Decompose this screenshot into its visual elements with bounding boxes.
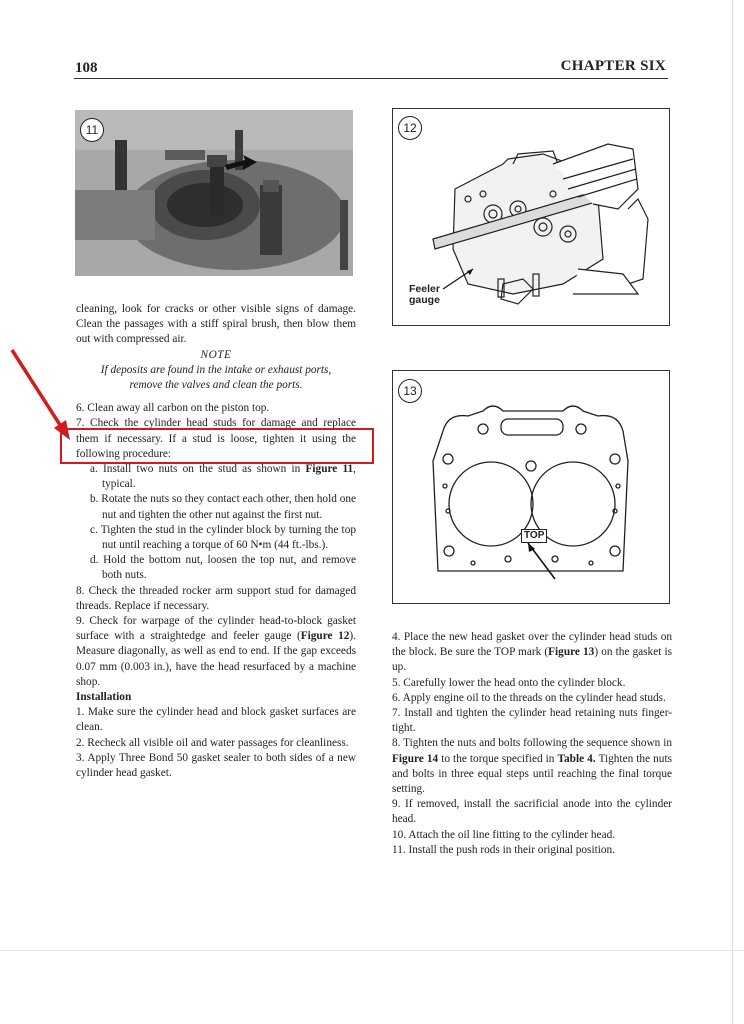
install-step-8-text-mid: to the torque specified in — [438, 752, 558, 765]
red-highlight-box — [60, 428, 374, 464]
figure-12-ref: Figure 12 — [300, 630, 350, 643]
step-7b: b. Rotate the nuts so they contact each other, then hold one nut and tighten the other nut against the first nut. — [90, 493, 356, 521]
intro-paragraph: cleaning, look for cracks or other visible signs of damage. Clean the passages with a stiff spiral brush, then blow them out with compressed air. — [76, 303, 356, 346]
install-step-1: 1. Make sure the cylinder head and block gasket surfaces are clean. — [76, 706, 356, 734]
step-7d: d. Hold the bottom nut, loosen the top nut, and remove both nuts. — [90, 554, 356, 582]
figure-13-ref: Figure 13 — [548, 646, 595, 659]
install-step-3: 3. Apply Three Bond 50 gasket sealer to both sides of a new cylinder head gasket. — [76, 751, 356, 780]
figure-13-frame — [392, 370, 670, 604]
install-step-5: 5. Carefully lower the head onto the cylinder block. — [392, 676, 626, 689]
scan-edge-line — [732, 0, 733, 1024]
install-step-7: 7. Install and tighten the cylinder head retaining nuts finger-tight. — [392, 707, 672, 735]
step-7: 7. Check the cylinder head studs for damage and replace them if necessary. If a stud is loose, tighten it using the following procedure: — [76, 417, 356, 460]
step-7a — [76, 462, 356, 492]
install-step-2: 2. Recheck all visible oil and water passages for cleanliness. — [76, 736, 349, 749]
figure-11-photo — [75, 110, 353, 276]
table-4-ref: Table 4. — [557, 752, 596, 765]
feeler-gauge-callout: Feeler gauge — [409, 283, 440, 306]
page-number: 108 — [75, 60, 98, 76]
figure-11-ref: Figure 11 — [305, 463, 354, 476]
step-8: 8. Check the threaded rocker arm support stud for damaged threads. Replace if necessary. — [76, 584, 356, 612]
figure-11-label: 11 — [80, 118, 104, 142]
step-7a-text-end: , typical. — [102, 463, 356, 491]
chapter-title: CHAPTER SIX — [560, 58, 666, 74]
figure-13-label: 13 — [398, 379, 422, 403]
step-9 — [76, 614, 356, 690]
note-body: If deposits are found in the intake or exhaust ports, remove the valves and clean the ports. — [100, 363, 332, 392]
right-column — [392, 630, 672, 858]
install-step-9: 9. If removed, install the sacrificial anode into the cylinder head. — [392, 798, 672, 826]
figure-12-label: 12 — [398, 116, 422, 140]
install-step-4-text-end: ) on the gasket is up. — [392, 646, 672, 674]
install-step-10: 10. Attach the oil line fitting to the cylinder head. — [392, 828, 616, 841]
install-step-4-text: 4. Place the new head gasket over the cylinder head studs on the block. Be sure the TOP mark ( — [392, 631, 672, 659]
step-9-text: 9. Check for warpage of the cylinder head-to-block gasket surface with a straightedge and feeler gauge ( — [76, 615, 356, 643]
install-step-8-text: 8. Tighten the nuts and bolts following the sequence shown in — [392, 737, 672, 750]
installation-heading: Installation — [76, 691, 132, 704]
install-step-8-text-end: Tighten the nuts and bolts in three equal steps until reaching the final torque setting. — [392, 752, 672, 796]
left-column — [76, 302, 356, 781]
step-6: 6. Clean away all carbon on the piston top. — [76, 402, 270, 415]
figure-14-ref: Figure 14 — [392, 752, 439, 765]
figure-12-frame — [392, 108, 670, 326]
install-step-8 — [392, 736, 672, 797]
install-step-11: 11. Install the push rods in their original position. — [392, 843, 615, 856]
scan-bottom-line — [0, 950, 744, 951]
step-7c: c. Tighten the stud in the cylinder block by turning the top nut until reaching a torque of 60 N•m (44 ft.-lbs.). — [90, 523, 356, 552]
step-9-text-end: ). Measure diagonally, as well as end to end. If the gap exceeds 0.07 mm (0.003 in.), have the head resurfaced by a machine shop. — [76, 630, 356, 688]
head-gasket-diagram — [393, 371, 669, 603]
header-rule — [74, 78, 668, 79]
install-step-4 — [392, 630, 672, 676]
engine-photo-illustration — [75, 110, 353, 276]
step-7a-text: a. Install two nuts on the stud as shown in — [90, 463, 306, 476]
note-title: NOTE — [200, 348, 232, 361]
install-step-6: 6. Apply engine oil to the threads on the cylinder head studs. — [392, 691, 666, 704]
top-mark-callout: TOP — [521, 529, 547, 543]
